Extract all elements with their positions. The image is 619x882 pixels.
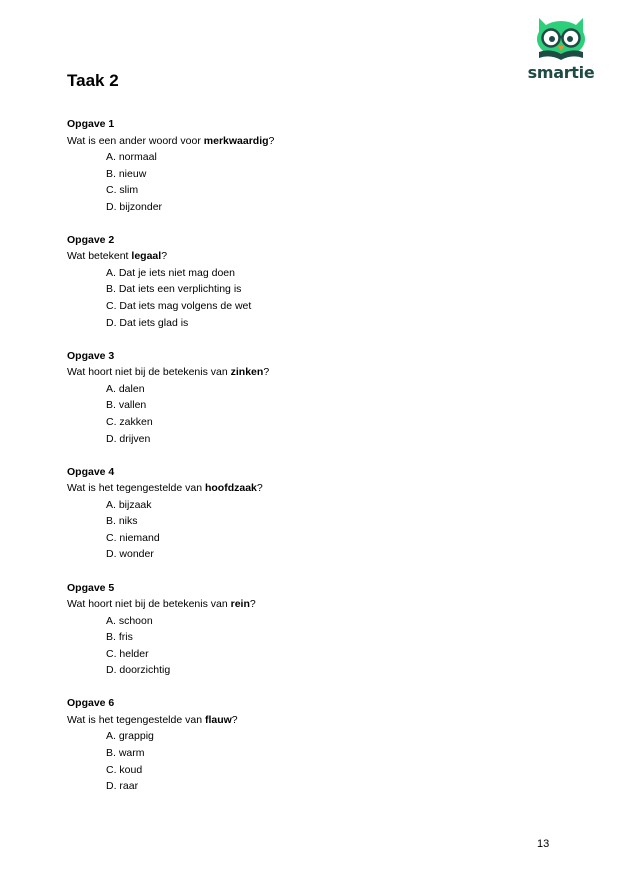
option-c: C. slim [106, 184, 139, 197]
question-label: Opgave 3 [67, 349, 115, 362]
question-4 [67, 464, 547, 563]
question-2 [67, 232, 547, 331]
question-label: Opgave 2 [67, 233, 115, 246]
page-title: Taak 2 [67, 71, 119, 90]
question-text: Wat is het tegengestelde van hoofdzaak? [67, 482, 263, 495]
question-text: Wat is het tegengestelde van flauw? [67, 713, 238, 726]
question-keyword: zinken [230, 366, 264, 379]
question-text: Wat is een ander woord voor merkwaardig? [67, 134, 275, 147]
option-c: C. helder [106, 647, 149, 660]
question-keyword: rein [230, 598, 250, 610]
option-list [67, 149, 547, 215]
option-b: B. fris [106, 631, 133, 644]
option-list [67, 381, 547, 447]
option-d: D. Dat iets glad is [106, 316, 189, 329]
question-list [67, 116, 547, 811]
question-text: Wat hoort niet bij de betekenis van zinken? [67, 366, 270, 379]
option-a: A. grappig [106, 730, 154, 743]
option-list [67, 613, 547, 679]
option-a: A. Dat je iets niet mag doen [106, 266, 235, 279]
option-d: D. bijzonder [106, 200, 163, 213]
option-d: D. wonder [106, 548, 154, 561]
option-b: B. niks [106, 515, 138, 528]
option-b: B. nieuw [106, 167, 147, 180]
question-1 [67, 116, 547, 215]
option-c: C. niemand [106, 531, 160, 544]
option-c: C. Dat iets mag volgens de wet [106, 300, 252, 313]
question-5 [67, 580, 547, 679]
option-a: A. normaal [106, 151, 157, 163]
option-d: D. raar [106, 780, 139, 793]
question-keyword: flauw [204, 713, 232, 726]
option-a: A. schoon [106, 614, 153, 627]
page-number: 13 [537, 838, 550, 850]
option-c: C. zakken [106, 415, 153, 428]
question-label: Opgave 5 [67, 581, 115, 594]
question-text: Wat betekent legaal? [67, 250, 168, 263]
question-3 [67, 348, 547, 447]
question-label: Opgave 4 [67, 465, 115, 478]
option-b: B. warm [106, 746, 145, 759]
question-6 [67, 695, 547, 794]
question-label: Opgave 1 [67, 118, 115, 130]
option-a: A. bijzaak [106, 498, 152, 511]
option-list [67, 497, 547, 563]
question-text: Wat hoort niet bij de betekenis van rein? [67, 598, 256, 610]
question-keyword: legaal [131, 250, 162, 263]
option-d: D. drijven [106, 432, 151, 445]
option-a: A. dalen [106, 382, 145, 395]
option-list [67, 265, 547, 331]
option-b: B. vallen [106, 399, 147, 412]
question-label: Opgave 6 [67, 697, 115, 710]
option-list [67, 728, 547, 794]
option-d: D. doorzichtig [106, 664, 171, 677]
question-keyword: merkwaardig [203, 134, 269, 147]
option-c: C. koud [106, 763, 143, 776]
option-b: B. Dat iets een verplichting is [106, 283, 242, 296]
question-keyword: hoofdzaak [204, 482, 257, 495]
logo-wordmark: smartie [527, 63, 595, 82]
